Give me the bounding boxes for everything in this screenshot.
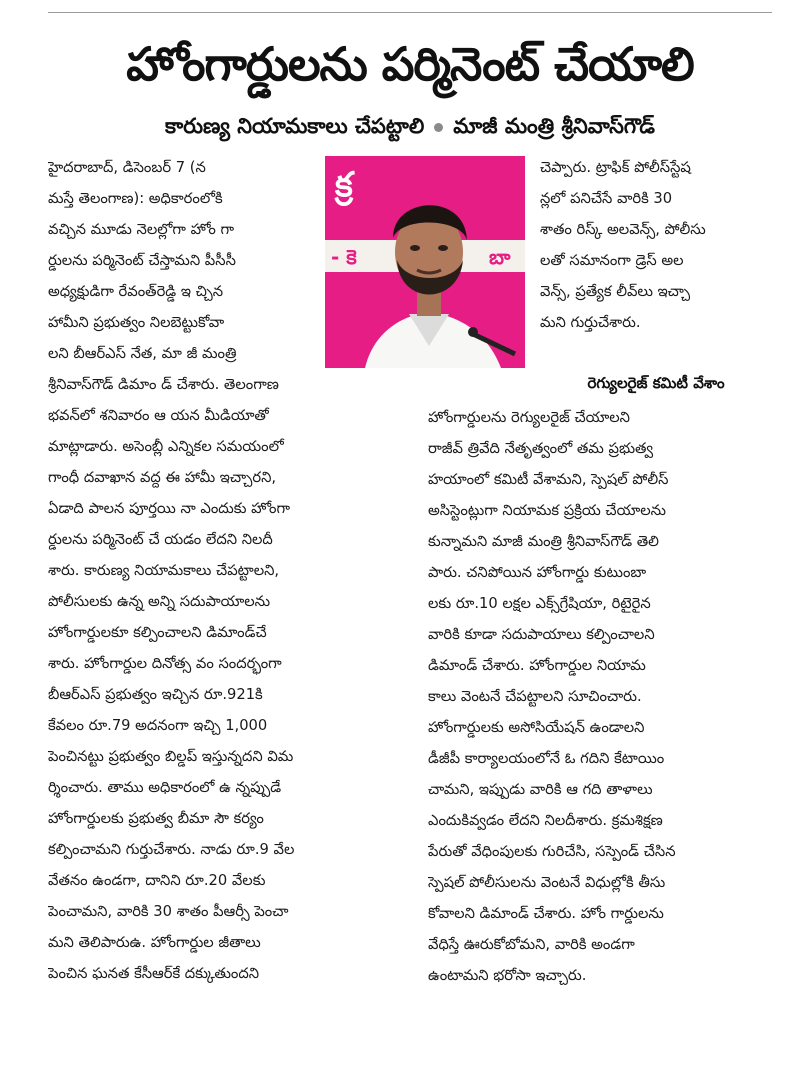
text-line: కేవలం రూ.79 అదనంగా ఇచ్చి 1,000 xyxy=(48,717,268,734)
text-line: పెంచిన ఘనత కేసీఆర్‌కే దక్కుతుందని xyxy=(48,965,260,982)
text-line: పేరుతో వేధింపులకు గురిచేసి, సస్పెండ్ చేసిన xyxy=(428,843,676,860)
text-line: హోంగార్డులను రెగ్యులరైజ్ చేయాలని xyxy=(428,409,630,426)
text-line: కాలు వెంటనే చేపట్టాలని సూచించారు. xyxy=(428,688,642,705)
text-line: హైదరాబాద్, డిసెంబర్ 7 (న xyxy=(48,159,206,176)
text-line: శాతం రిస్క్ అలవెన్స్, పోలీసు xyxy=(540,221,706,238)
text-line: హయాంలో కమిటీ వేశామని, స్పెషల్ పోలీస్ xyxy=(428,471,669,488)
text-line: హోంగార్డులకూ కల్పించాలని డిమాండ్‌చే xyxy=(48,624,267,641)
text-line: వచ్చిన మూడు నెలల్లోగా హోం గా xyxy=(48,221,235,238)
column-a-top xyxy=(48,152,318,307)
text-line: లకు రూ.10 లక్షల ఎక్స్‌గ్రేషియా, రిటైరైన xyxy=(428,595,651,612)
text-line: హోంగార్డులకు అసోసియేషన్ ఉండాలని xyxy=(428,719,645,736)
text-line: డీజీపీ కార్యాలయంలోనే ఓ గదిని కేటాయిం xyxy=(428,750,665,767)
text-line: హోంగార్డులకు ప్రభుత్వ బీమా సౌ కర్యం xyxy=(48,810,264,827)
text-line: ర్శించారు. తాము అధికారంలో ఉ న్నప్పుడే xyxy=(48,779,282,796)
text-line: మాట్లాడారు. అసెంబ్లీ ఎన్నికల సమయంలో xyxy=(48,438,284,455)
text-line: ర్డులను పర్మినెంట్ చే యడం లేదని నిలదీ xyxy=(48,531,273,548)
subheadline xyxy=(40,106,780,146)
photo-backdrop-text-left: క్ర xyxy=(335,165,353,205)
text-line: డిమాండ్ చేశారు. హోంగార్డుల నియామ xyxy=(428,657,646,674)
text-line: శారు. కారుణ్య నియామకాలు చేపట్టాలని, xyxy=(48,562,280,579)
text-line: పారు. చనిపోయిన హోంగార్డు కుటుంబా xyxy=(428,564,647,581)
text-line: చామని, ఇప్పుడు వారికి ఆ గది తాళాలు xyxy=(428,781,653,798)
text-line: కోవాలని డిమాండ్ చేశారు. హోం గార్డులను xyxy=(428,905,664,922)
section-heading: రెగ్యులరైజ్ కమిటీ వేశాం xyxy=(587,374,725,392)
text-line: స్పెషల్ పోలీసులను వెంటనే విధుల్లోకి తీసు xyxy=(428,874,666,891)
text-line: లని బీఆర్‌ఎస్ నేత, మా జీ మంత్రి xyxy=(48,345,237,362)
text-line: శ్రీనివాస్‌గౌడ్ డిమాం డ్ చేశారు. తెలంగాణ xyxy=(48,376,279,393)
text-line: వారికి కూడా సదుపాయాలు కల్పించాలని xyxy=(428,626,655,643)
photo-backdrop-text-bottom-right: బా xyxy=(489,245,511,269)
text-line: కల్పించామని గుర్తుచేశారు. నాడు రూ.9 వేల xyxy=(48,841,295,858)
text-line: రాజీవ్ త్రివేది నేతృత్వంలో తమ ప్రభుత్వ xyxy=(428,440,654,457)
top-rule xyxy=(48,12,772,13)
text-line: ఎందుకివ్వడం లేదని నిలదీశారు. క్రమశిక్షణ xyxy=(428,812,663,829)
text-line: వేధిస్తే ఊరుకోబోమని, వారికి అండగా xyxy=(428,936,635,953)
text-line: మని గుర్తుచేశారు. xyxy=(540,314,641,331)
subheadline-right: మాజీ మంత్రి శ్రీనివాస్‌గౌడ్ xyxy=(453,114,655,138)
text-line: న్లలో పనిచేసే వారికి 30 xyxy=(540,190,673,207)
text-line: అధ్యక్షుడిగా రేవంత్‌రెడ్డి ఇ చ్చిన xyxy=(48,283,224,300)
column-b-top xyxy=(540,152,772,338)
text-line: చెప్పారు. ట్రాఫిక్ పోలీస్‌స్టేష xyxy=(540,159,691,176)
bullet-dot-icon xyxy=(434,123,443,132)
text-line: మస్తే తెలంగాణ): అధికారంలోకి xyxy=(48,190,223,207)
text-line: ఉంటామని భరోసా ఇచ్చారు. xyxy=(428,967,587,984)
column-b-bottom xyxy=(428,402,772,991)
text-line: ర్డులను పర్మినెంట్ చేస్తామని పీసీసీ xyxy=(48,252,236,269)
column-a-bottom xyxy=(48,307,390,989)
text-line: శారు. హోంగార్డుల దినోత్స వం సందర్భంగా xyxy=(48,655,282,672)
text-line: భవన్‌లో శనివారం ఆ యన మీడియాతో xyxy=(48,407,269,424)
subheadline-left: కారుణ్య నియామకాలు చేపట్టాలి xyxy=(165,114,425,138)
text-line: కున్నామని మాజీ మంత్రి శ్రీనివాస్‌గౌడ్ తెలి xyxy=(428,533,659,550)
text-line: మని తెలిపారుఉ. హోంగార్డుల జీతాలు xyxy=(48,934,261,951)
text-line: వేతనం ఉండగా, దానిని రూ.20 వేలకు xyxy=(48,872,266,889)
text-line: గాంధీ దవాఖాన వద్ద ఈ హామీ ఇచ్చారని, xyxy=(48,469,277,486)
text-line: లతో సమానంగా డ్రెస్ అల xyxy=(540,252,684,269)
photo-backdrop-text-bottom-left: - కె xyxy=(331,245,357,269)
text-line: వెన్స్, ప్రత్యేక లీవ్‌లు ఇచ్చా xyxy=(540,283,691,300)
text-line: ఏడాది పాలన పూర్తయి నా ఎందుకు హోంగా xyxy=(48,500,290,517)
text-line: పోలీసులకు ఉన్న అన్ని సదుపాయాలను xyxy=(48,593,271,610)
text-line: పెంచామని, వారికి 30 శాతం పీఆర్సీ పెంచా xyxy=(48,903,289,920)
text-line: పెంచినట్టు ప్రభుత్వం బిల్డప్ ఇస్తున్నదని విమ xyxy=(48,748,294,765)
text-line: హామీని ప్రభుత్వం నిలబెట్టుకోవా xyxy=(48,314,225,331)
text-line: అసిస్టెంట్లుగా నియామక ప్రక్రియ చేయాలను xyxy=(428,502,667,519)
text-line: బీఆర్‌ఎస్ ప్రభుత్వం ఇచ్చిన రూ.921కి xyxy=(48,686,263,703)
headline: హోంగార్డులను పర్మినెంట్ చేయాలి xyxy=(126,37,694,91)
